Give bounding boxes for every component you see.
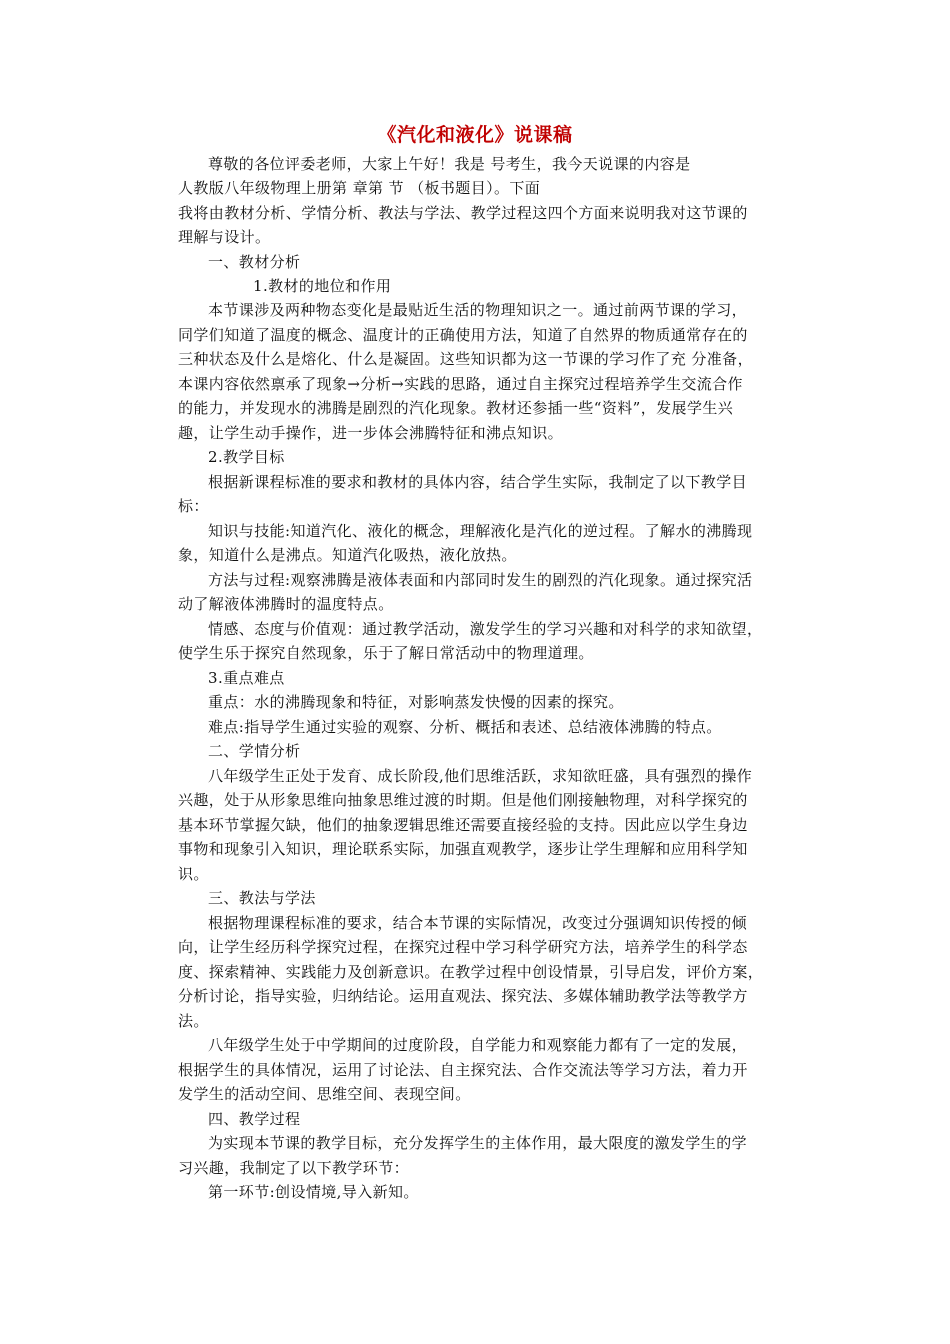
text-line: 我将由教材分析、学情分析、教法与学法、教学过程这四个方面来说明我对这节课的 — [178, 204, 748, 222]
text-line: 的能力，并发现水的沸腾是剧烈的汽化现象。教材还参插一些“资料”，发展学生兴 — [178, 399, 734, 417]
text-line: 动了解液体沸腾时的温度特点。 — [178, 595, 394, 613]
text-line: 同学们知道了温度的概念、温度计的正确使用方法，知道了自然界的物质通常存在的 — [178, 326, 748, 344]
text-line: 难点:指导学生通过实验的观察、分析、概括和表述、总结液体沸腾的特点。 — [208, 718, 722, 736]
text-line: 尊敬的各位评委老师，大家上午好！我是 号考生，我今天说课的内容是 — [208, 155, 691, 173]
text-line: 人教版八年级物理上册第 章第 节 （板书题目）。下面 — [178, 179, 541, 197]
text-line: 根据学生的具体情况，运用了讨论法、自主探究法、合作交流法等学习方法，着力开 — [178, 1061, 748, 1079]
text-line: 标： — [178, 497, 209, 515]
text-line: 度、探索精神、实践能力及创新意识。在教学过程中创设情景，引导启发，评价方案， — [178, 963, 764, 981]
text-line: 为实现本节课的教学目标，充分发挥学生的主体作用，最大限度的激发学生的学 — [208, 1134, 748, 1152]
text-line: 知识与技能:知道汽化、液化的概念，理解液化是汽化的逆过程。了解水的沸腾现 — [208, 522, 753, 540]
text-line: 习兴趣，我制定了以下教学环节： — [178, 1159, 410, 1177]
subsection-heading: 1.教材的地位和作用 — [253, 277, 392, 295]
subsection-heading: 2.教学目标 — [208, 448, 285, 466]
text-line: 根据新课程标准的要求和教材的具体内容，结合学生实际，我制定了以下教学目 — [208, 473, 748, 491]
section-heading: 二、学情分析 — [208, 742, 301, 760]
text-line: 根据物理课程标准的要求，结合本节课的实际情况，改变过分强调知识传授的倾 — [208, 914, 748, 932]
text-line: 趣，让学生动手操作，进一步体会沸腾特征和沸点知识。 — [178, 424, 564, 442]
text-line: 基本环节掌握欠缺，他们的抽象逻辑思维还需要直接经验的支持。因此应以学生身边 — [178, 816, 748, 834]
subsection-heading: 3.重点难点 — [208, 669, 285, 687]
document-title: 《汽化和液化》说课稿 — [377, 124, 573, 146]
text-line: 象，知道什么是沸点。知道汽化吸热，液化放热。 — [178, 546, 517, 564]
text-line: 使学生乐于探究自然现象，乐于了解日常活动中的物理道理。 — [178, 644, 594, 662]
text-line: 本节课涉及两种物态变化是最贴近生活的物理知识之一。通过前两节课的学习， — [208, 301, 748, 319]
text-line: 三种状态及什么是熔化、什么是凝固。这些知识都为这一节课的学习作了充 分准备， — [178, 350, 753, 368]
text-line: 兴趣，处于从形象思维向抽象思维过渡的时期。但是他们刚接触物理，对科学探究的 — [178, 791, 748, 809]
text-line: 本课内容依然禀承了现象→分析→实践的思路，通过自主探究过程培养学生交流合作 — [178, 375, 743, 393]
text-line: 分析讨论，指导实验，归纳结论。运用直观法、探究法、多媒体辅助教学法等教学方 — [178, 987, 748, 1005]
text-line: 八年级学生处于中学期间的过度阶段，自学能力和观察能力都有了一定的发展， — [208, 1036, 748, 1054]
section-heading: 三、教法与学法 — [208, 889, 316, 907]
text-line: 发学生的活动空间、思维空间、表现空间。 — [178, 1085, 471, 1103]
text-line: 第一环节:创设情境,导入新知。 — [208, 1183, 419, 1201]
text-line: 情感、态度与价值观：通过教学活动，激发学生的学习兴趣和对科学的求知欲望， — [208, 620, 763, 638]
text-line: 向，让学生经历科学探究过程，在探究过程中学习科学研究方法，培养学生的科学态 — [178, 938, 748, 956]
section-heading: 四、教学过程 — [208, 1110, 301, 1128]
text-line: 事物和现象引入知识，理论联系实际，加强直观教学，逐步让学生理解和应用科学知 — [178, 840, 748, 858]
section-heading: 一、教材分析 — [208, 253, 301, 271]
text-line: 方法与过程:观察沸腾是液体表面和内部同时发生的剧烈的汽化现象。通过探究活 — [208, 571, 753, 589]
text-line: 八年级学生正处于发育、成长阶段,他们思维活跃，求知欲旺盛，具有强烈的操作 — [208, 767, 753, 785]
text-line: 重点：水的沸腾现象和特征，对影响蒸发快慢的因素的探究。 — [208, 693, 624, 711]
text-line: 识。 — [178, 865, 209, 883]
text-line: 法。 — [178, 1012, 209, 1030]
text-line: 理解与设计。 — [178, 228, 271, 246]
